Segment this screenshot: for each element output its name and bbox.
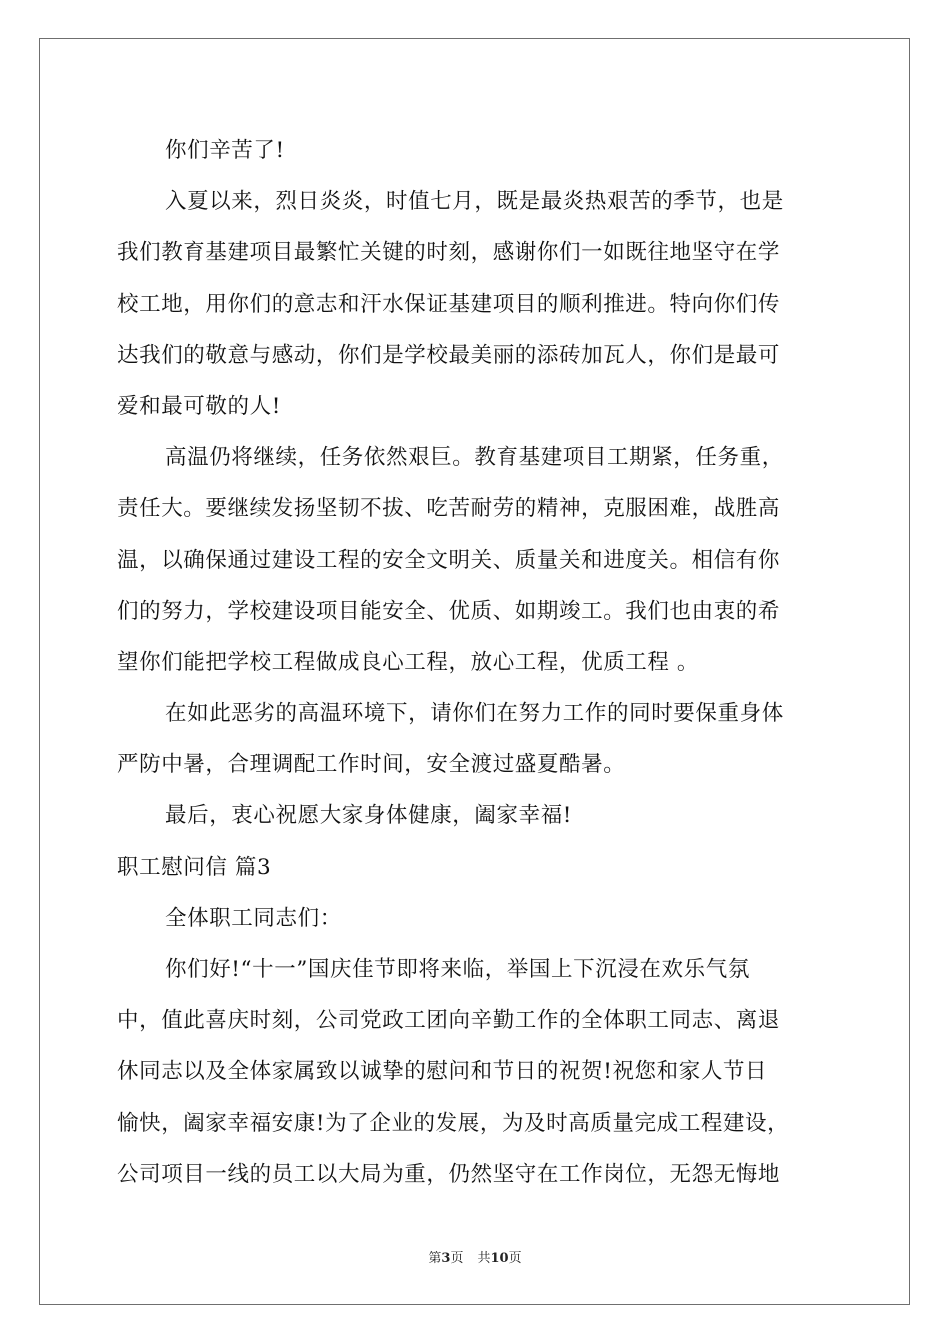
text-line: 责任大。要继续发扬坚韧不拔、吃苦耐劳的精神，克服困难，战胜高 bbox=[117, 496, 781, 522]
text-line: 在如此恶劣的高温环境下，请你们在努力工作的同时要保重身体 bbox=[165, 701, 784, 727]
text-line: 愉快，阖家幸福安康!为了企业的发展，为及时高质量完成工程建设， bbox=[117, 1110, 790, 1136]
page-number: 3 bbox=[441, 1251, 451, 1266]
text-line: 全体职工同志们： bbox=[165, 905, 342, 931]
text-line: 中，值此喜庆时刻，公司党政工团向辛勤工作的全体职工同志、离退 bbox=[117, 1008, 781, 1034]
total-pages: 10 bbox=[490, 1251, 509, 1266]
text-line: 我们教育基建项目最繁忙关键的时刻，感谢你们一如既往地坚守在学 bbox=[117, 240, 781, 266]
text-line: 温，以确保通过建设工程的安全文明关、质量关和进度关。相信有你 bbox=[117, 547, 781, 573]
document-body bbox=[117, 125, 837, 1200]
text-line: 你们好!“十一”国庆佳节即将来临，举国上下沉浸在欢乐气氛 bbox=[165, 957, 750, 982]
text-line: 校工地，用你们的意志和汗水保证基建项目的顺利推进。特向你们传 bbox=[117, 291, 781, 317]
total-label-suffix: 页 bbox=[508, 1251, 522, 1266]
text-line: 达我们的敬意与感动，你们是学校最美丽的添砖加瓦人，你们是最可 bbox=[117, 342, 781, 368]
text-line: 公司项目一线的员工以大局为重，仍然坚守在工作岗位，无怨无悔地 bbox=[117, 1161, 781, 1187]
text-line: 严防中暑，合理调配工作时间，安全渡过盛夏酷暑。 bbox=[117, 752, 626, 778]
text-line: 爱和最可敬的人! bbox=[117, 393, 281, 419]
page-label-prefix: 第 bbox=[428, 1251, 442, 1266]
page-footer bbox=[0, 1247, 950, 1266]
text-line: 高温仍将继续，任务依然艰巨。教育基建项目工期紧，任务重， bbox=[165, 445, 784, 471]
page-label-suffix: 页 bbox=[450, 1251, 464, 1266]
text-line: 职工慰问信 篇3 bbox=[117, 854, 272, 880]
text-line: 望你们能把学校工程做成良心工程，放心工程，优质工程 。 bbox=[117, 649, 700, 675]
text-line: 入夏以来，烈日炎炎，时值七月，既是最炎热艰苦的季节，也是 bbox=[165, 189, 784, 215]
text-line: 你们辛苦了! bbox=[165, 138, 285, 163]
total-label-prefix: 共 bbox=[477, 1251, 491, 1266]
text-line: 休同志以及全体家属致以诚挚的慰问和节日的祝贺!祝您和家人节日 bbox=[117, 1059, 768, 1085]
text-line: 们的努力，学校建设项目能安全、优质、如期竣工。我们也由衷的希 bbox=[117, 598, 781, 624]
text-line: 最后，衷心祝愿大家身体健康，阖家幸福! bbox=[165, 803, 573, 829]
